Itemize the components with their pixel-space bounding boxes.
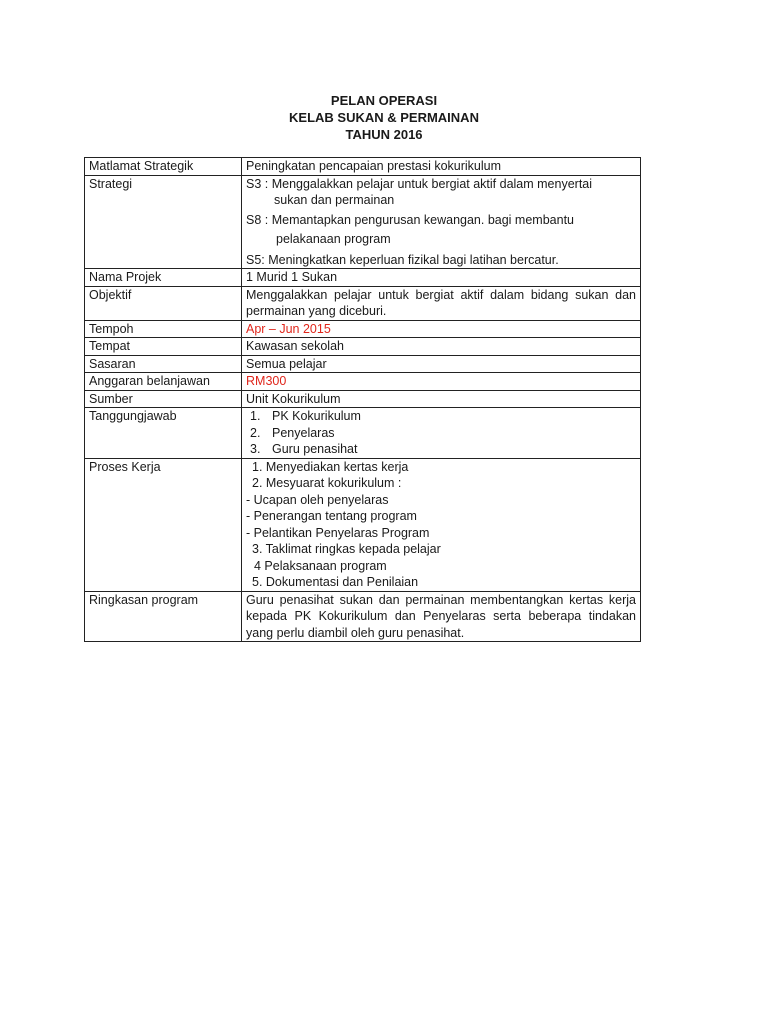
list-item: 5. Dokumentasi dan Penilaian bbox=[252, 575, 419, 589]
strategi-s8-line1: S8 : Memantapkan pengurusan kewangan. bagi membantu bbox=[246, 212, 574, 227]
table-row-ringkasan bbox=[85, 591, 641, 642]
title-line-1: PELAN OPERASI bbox=[330, 93, 438, 108]
tanggungjawab-label: Tanggungjawab bbox=[85, 408, 242, 459]
nama-projek-value: 1 Murid 1 Sukan bbox=[242, 269, 641, 287]
list-item: - Pelantikan Penyelaras Program bbox=[246, 525, 430, 540]
anggaran-label: Anggaran belanjawan bbox=[85, 373, 242, 391]
list-item: 2. Mesyuarat kokurikulum : bbox=[252, 476, 402, 490]
matlamat-label: Matlamat Strategik bbox=[85, 158, 242, 176]
sumber-label: Sumber bbox=[85, 390, 242, 408]
table-row-tempoh bbox=[85, 320, 641, 338]
objektif-label: Objektif bbox=[85, 286, 242, 320]
table-row-sasaran bbox=[85, 355, 641, 373]
objektif-value: Menggalakkan pelajar untuk bergiat aktif dalam bidang sukan dan permainan yang diceburi. bbox=[242, 286, 641, 320]
table-row-objektif bbox=[85, 286, 641, 320]
table-row-matlamat bbox=[85, 158, 641, 176]
list-item: 3. Taklimat ringkas kepada pelajar bbox=[252, 542, 441, 556]
strategi-value bbox=[242, 175, 641, 269]
tempat-value: Kawasan sekolah bbox=[242, 338, 641, 356]
ringkasan-label: Ringkasan program bbox=[85, 591, 242, 642]
tempoh-label: Tempoh bbox=[85, 320, 242, 338]
tanggungjawab-value bbox=[242, 408, 641, 459]
tempat-label: Tempat bbox=[85, 338, 242, 356]
list-item: 4 Pelaksanaan program bbox=[254, 558, 387, 573]
list-item: 1. PK Kokurikulum bbox=[250, 409, 361, 423]
list-item: 3. Guru penasihat bbox=[250, 442, 358, 456]
table-row-anggaran bbox=[85, 373, 641, 391]
anggaran-value: RM300 bbox=[242, 373, 641, 391]
document-title bbox=[0, 92, 768, 143]
matlamat-value: Peningkatan pencapaian prestasi kokurikulum bbox=[242, 158, 641, 176]
table-row-strategi bbox=[85, 175, 641, 269]
sumber-value: Unit Kokurikulum bbox=[242, 390, 641, 408]
table-row-tanggungjawab bbox=[85, 408, 641, 459]
list-item: 2. Penyelaras bbox=[250, 425, 335, 440]
strategi-s8-line2: pelakanaan program bbox=[276, 232, 391, 246]
proses-value bbox=[242, 458, 641, 591]
proses-label: Proses Kerja bbox=[85, 458, 242, 591]
strategi-s3-line2: sukan dan permainan bbox=[274, 193, 395, 207]
strategi-s3-line1: S3 : Menggalakkan pelajar untuk bergiat aktif dalam menyertai bbox=[246, 176, 593, 191]
sasaran-label: Sasaran bbox=[85, 355, 242, 373]
operation-plan-table bbox=[84, 157, 641, 642]
tempoh-value: Apr – Jun 2015 bbox=[242, 320, 641, 338]
table-row-sumber bbox=[85, 390, 641, 408]
sasaran-value: Semua pelajar bbox=[242, 355, 641, 373]
title-line-3: TAHUN 2016 bbox=[345, 127, 423, 142]
strategi-label: Strategi bbox=[85, 175, 242, 269]
list-item: 1. Menyediakan kertas kerja bbox=[252, 459, 409, 474]
list-item: - Ucapan oleh penyelaras bbox=[246, 492, 389, 507]
nama-projek-label: Nama Projek bbox=[85, 269, 242, 287]
ringkasan-value: Guru penasihat sukan dan permainan membentangkan kertas kerja kepada PK Kokurikulum dan Penyelaras serta beberapa tindakan yang perlu diambil oleh guru penasihat. bbox=[242, 591, 641, 642]
strategi-s5: S5: Meningkatkan keperluan fizikal bagi latihan bercatur. bbox=[246, 252, 559, 267]
table-row-nama-projek bbox=[85, 269, 641, 287]
list-item: - Penerangan tentang program bbox=[246, 509, 417, 523]
table-row-tempat bbox=[85, 338, 641, 356]
title-line-2: KELAB SUKAN & PERMAINAN bbox=[289, 110, 479, 125]
table-row-proses bbox=[85, 458, 641, 591]
